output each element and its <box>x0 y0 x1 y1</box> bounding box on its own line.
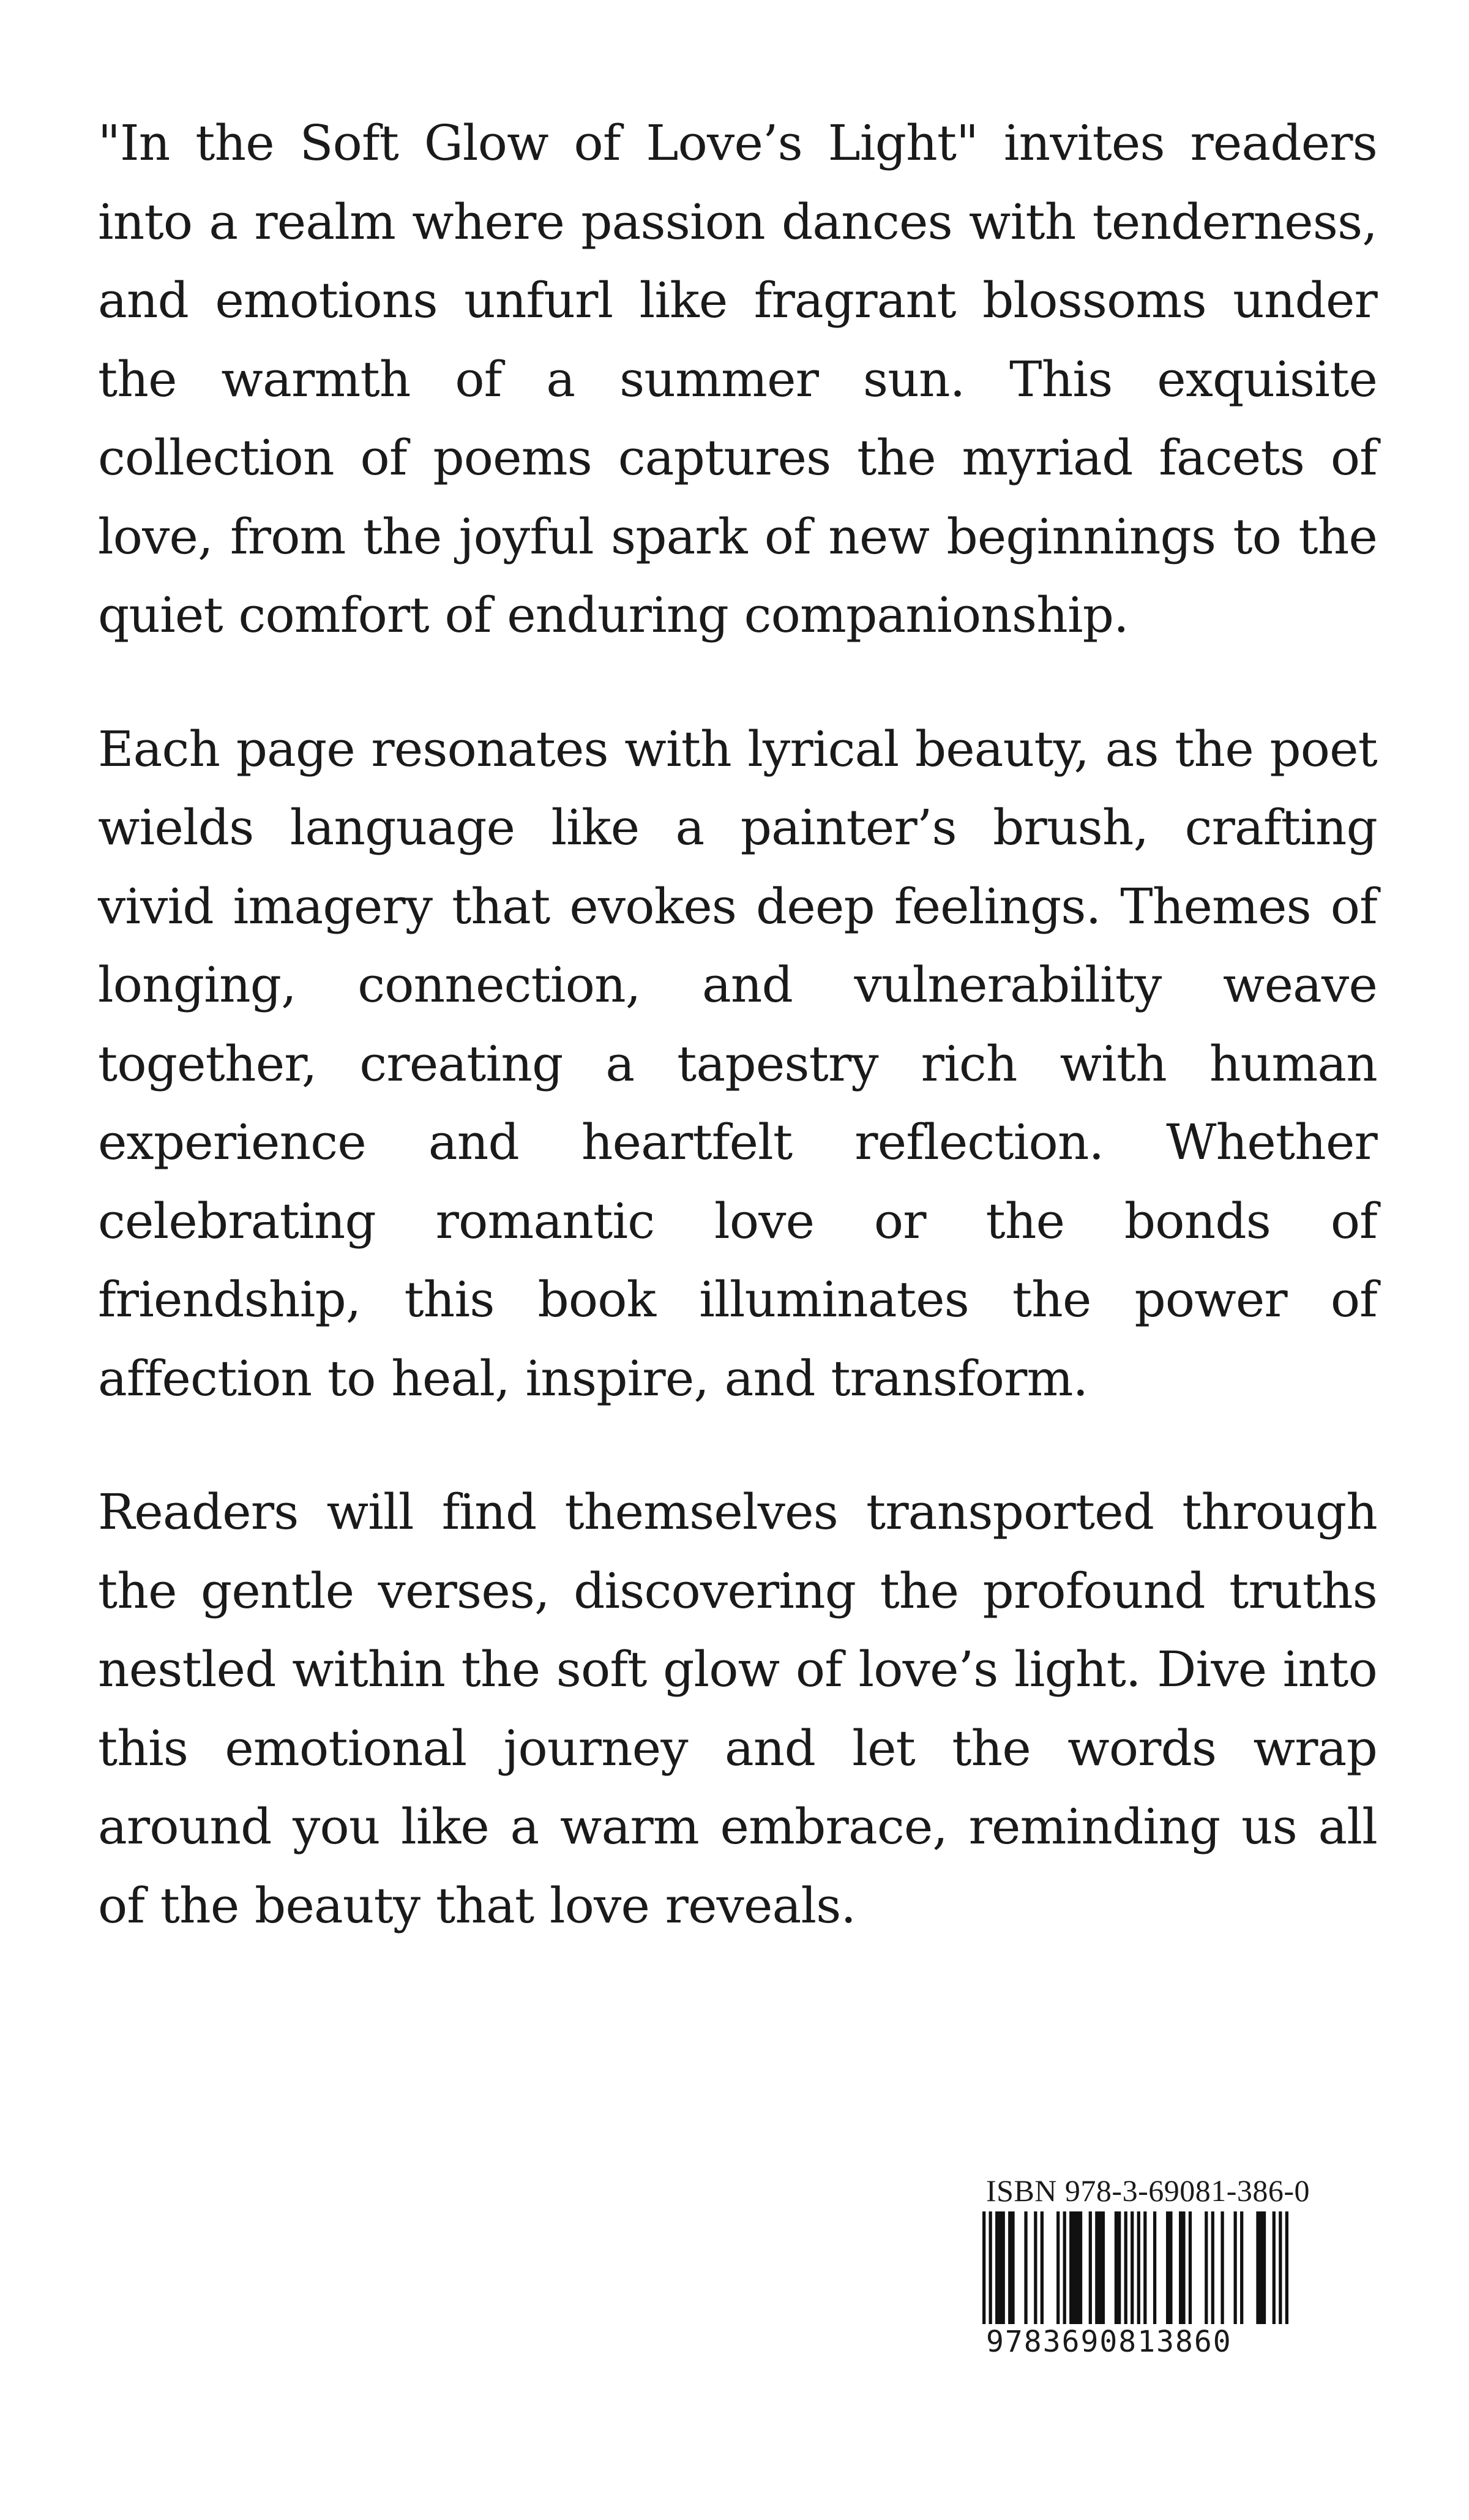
barcode-bar <box>995 2211 1005 2324</box>
isbn-barcode-block <box>982 2173 1310 2359</box>
barcode-bar <box>1095 2211 1105 2324</box>
barcode-bar <box>1211 2211 1214 2324</box>
barcode-bar <box>1034 2211 1037 2324</box>
barcode-bar <box>1220 2211 1224 2324</box>
barcode-bar <box>1256 2211 1266 2324</box>
barcode-icon <box>982 2211 1288 2324</box>
barcode-bar <box>1056 2211 1060 2324</box>
barcode-bar <box>1189 2211 1192 2324</box>
barcode-bar <box>1179 2211 1186 2324</box>
barcode-bar <box>982 2211 985 2324</box>
barcode-bar <box>1131 2211 1134 2324</box>
book-description <box>98 104 1377 1945</box>
barcode-bar <box>1273 2211 1276 2324</box>
description-paragraph-3: Readers will find themselves transported through the gentle verses, discovering the profound truths nestled within the soft glow of love’s light. Dive into this emotional journey and let the words wrap around you like a warm embrace, reminding us all of the beauty that love reveals. <box>98 1483 1377 1934</box>
description-paragraph-2: Each page resonates with lyrical beauty, as the poet wields language like a painter’s brush, crafting vivid imagery that evokes deep feelings. Themes of longing, connection, and vulnerability weave together, creating a tapestry rich with human experience and heartfelt reflection. Whether celebrating romantic love or the bonds of friendship, this book illuminates the power of affection to heal, inspire, and transform. <box>98 720 1377 1407</box>
barcode-bar <box>1153 2211 1156 2324</box>
barcode-bar <box>1137 2211 1140 2324</box>
barcode-bar <box>1069 2211 1082 2324</box>
barcode-bar <box>1205 2211 1208 2324</box>
barcode-bar <box>989 2211 992 2324</box>
barcode-bar <box>1143 2211 1146 2324</box>
barcode-bar <box>1234 2211 1237 2324</box>
barcode-bar <box>1279 2211 1282 2324</box>
barcode-bar <box>1240 2211 1243 2324</box>
barcode-bar <box>1089 2211 1092 2324</box>
description-paragraph-1: "In the Soft Glow of Love’s Light" invites readers into a realm where passion dances with tenderness, and emotions unfurl like fragrant blossoms under the warmth of a summer sun. This exquisite collection of poems captures the myriad facets of love, from the joyful spark of new beginnings to the quiet comfort of enduring companionship. <box>98 114 1377 643</box>
isbn-label: ISBN 978-3-69081-386-0 <box>986 2173 1310 2208</box>
barcode-bar <box>1041 2211 1044 2324</box>
ean-digits: 9783690813860 <box>986 2325 1232 2359</box>
barcode-bar <box>1285 2211 1288 2324</box>
barcode-bar <box>1008 2211 1015 2324</box>
barcode-bar <box>1063 2211 1066 2324</box>
barcode-bar <box>1166 2211 1173 2324</box>
barcode-bar <box>1124 2211 1127 2324</box>
barcode-bar <box>1115 2211 1121 2324</box>
barcode-bar <box>1024 2211 1027 2324</box>
